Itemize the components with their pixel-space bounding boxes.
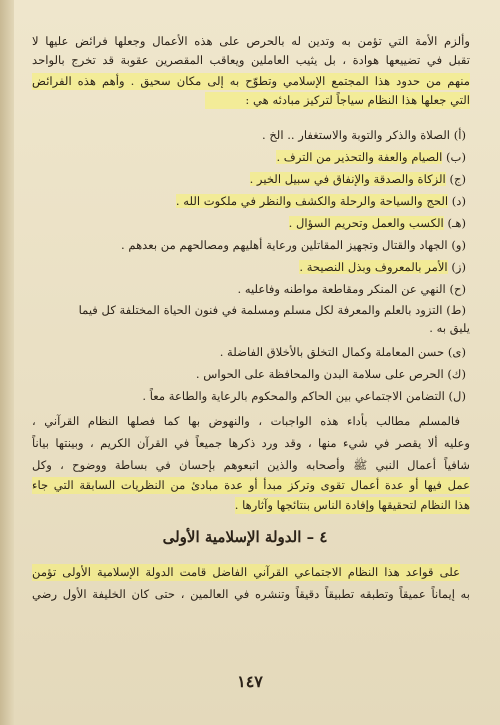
- list-letter: (ح): [449, 282, 466, 296]
- list-letter: (أ): [453, 128, 466, 142]
- list-item-waw: [46, 237, 466, 254]
- list-text: حسن المعاملة وكمال التخلق بالأخلاق الفاضلة .: [219, 345, 445, 359]
- list-text: التزود بالعلم والمعرفة لكل مسلم ومسلمة في فنون الحياة المختلفة كل فيما: [78, 303, 443, 317]
- list-item-jim: [46, 171, 466, 188]
- list-text: الجهاد والقتال وتجهيز المقاتلين ورعاية أهليهم ومصالحهم من بعدهم .: [120, 238, 448, 252]
- list-text: يليق به .: [429, 321, 470, 335]
- highlighted-text-line: هذا النظام لتحقيقها وإفادة الناس بنتائجها وآثارها .: [234, 498, 470, 512]
- list-letter: (هـ): [447, 216, 466, 230]
- highlighted-list-text: الحج والسياحة والرحلة والكشف والنظر في ملكوت الله .: [175, 194, 449, 208]
- list-letter: (د): [451, 194, 466, 208]
- list-item-continuation: [32, 320, 470, 337]
- text-line: فالمسلم مطالب بأداء هذه الواجبات ، والنهوض بها كما فصلها النظام القرآني ،: [32, 414, 460, 428]
- text-line: تقبل في تضييعها هوادة ، بل يثيب العاملين ويعاقب المقصرين عقوبة قد تخرج بالواحد: [32, 53, 470, 67]
- list-item-zay: [46, 259, 466, 276]
- list-letter: (ك): [447, 367, 466, 381]
- highlighted-list-text: الأمر بالمعروف وبذل النصيحة .: [299, 260, 448, 274]
- text-line: به إيماناً عميقاً وتطبقه تطبيقاً دقيقاً وتنشره في العالمين ، حتى كان الخليفة الأول رضي: [32, 587, 470, 601]
- highlighted-list-text: الزكاة والصدقة والإنفاق في سبيل الخير .: [249, 172, 446, 186]
- list-item-kaf: [46, 366, 466, 383]
- highlighted-list-text: الكسب والعمل وتحريم السؤال .: [288, 216, 444, 230]
- list-letter: (ى): [447, 345, 466, 359]
- list-letter: (ب): [446, 150, 466, 164]
- list-item-dal: [46, 193, 466, 210]
- section-heading: ٤ – الدولة الإسلامية الأولى: [162, 528, 328, 546]
- list-text: التضامن الاجتماعي بين الحاكم والمحكوم بالرعاية والطاعة معاً .: [142, 389, 445, 403]
- list-letter: (ج): [449, 172, 466, 186]
- list-text: الصلاة والذكر والتوبة والاستغفار .. الخ .: [261, 128, 451, 142]
- list-letter: (ط): [446, 303, 466, 317]
- list-item-ya: [46, 344, 466, 361]
- highlighted-text-line: عمل فيها أو عدة أعمال تقوى وتركز مبدأ أو عدة مبادئ من النظريات السابقة التي جاء: [32, 478, 470, 492]
- list-letter: (ز): [451, 260, 466, 274]
- list-item-alef: [46, 127, 466, 144]
- list-text: الحرص على سلامة البدن والمحافظة على الحواس .: [195, 367, 444, 381]
- page-spine-shadow: [0, 0, 14, 725]
- list-item-ha: [46, 215, 466, 232]
- list-letter: (ل): [448, 389, 466, 403]
- highlighted-text-line: منهم من حدود هذا المجتمع الإسلامي وتطوّح به إلى مكان سحيق . وأهم هذه الفرائض: [32, 74, 470, 88]
- text-line: شافياً أعمال النبي ﷺ وأصحابه والذين اتبعوهم بإحسان في بساطة ووضوح ، وكل: [32, 458, 470, 472]
- highlighted-text-line: على قواعد هذا النظام الاجتماعي القرآني الفاضل قامت الدولة الإسلامية الأولى تؤمن: [32, 565, 460, 579]
- list-item-lam: [46, 388, 466, 405]
- page-number: ١٤٧: [237, 672, 263, 691]
- text-line: وعليه ألا يقصر في شيء منها ، وقد ورد ذكرها جميعاً في القرآن الكريم ، وبينتها بياناً: [32, 436, 470, 450]
- highlighted-list-text: الصيام والعفة والتحذير من الترف .: [276, 150, 443, 164]
- list-text: النهي عن المنكر ومقاطعة مواطنه وفاعليه .: [237, 282, 446, 296]
- list-item-ha2: [46, 281, 466, 298]
- text-line: وألزم الأمة التي تؤمن به وتدين له بالحرص على هذه الأعمال وجعلها فرائض عليها لا: [32, 34, 470, 48]
- highlighted-text-line: التي جعلها هذا النظام سياجاً لتركيز مبادئه هي :: [205, 92, 470, 109]
- list-item-ba: [46, 149, 466, 166]
- list-item-ta: [46, 302, 466, 319]
- list-letter: (و): [451, 238, 466, 252]
